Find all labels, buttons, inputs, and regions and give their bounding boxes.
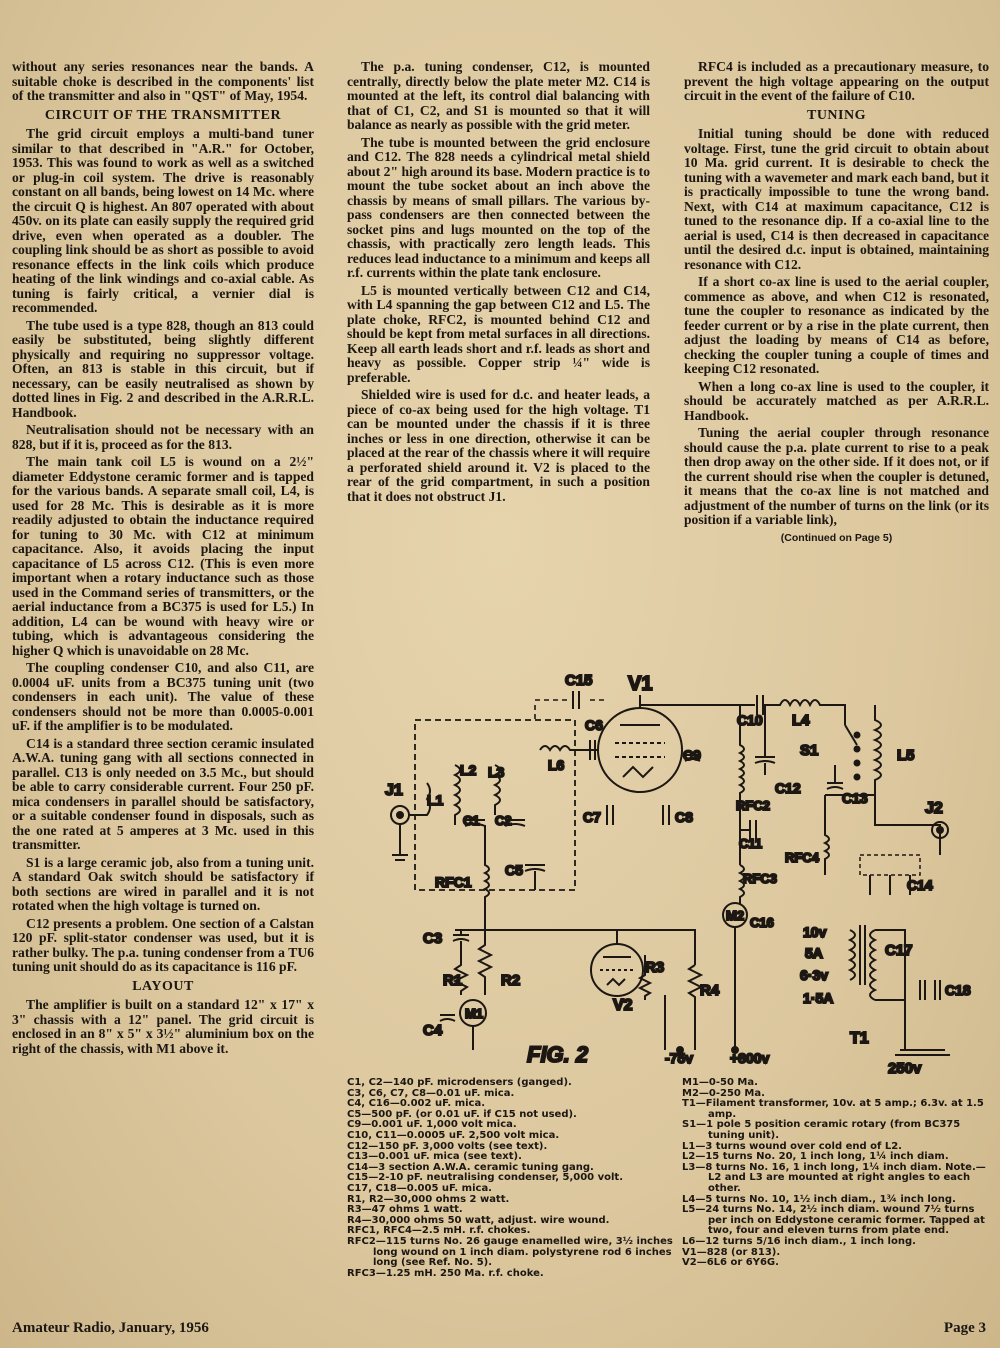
- label-6-3v: 6·3v: [800, 967, 829, 983]
- label-c15: C15: [565, 672, 593, 689]
- parts-list-item: L2—15 turns No. 20, 1 inch long, 1¼ inch diam.: [682, 1151, 949, 1163]
- label-r1: R1: [443, 972, 463, 989]
- paragraph: RFC4 is included as a precautionary measure, to prevent the high voltage appearing on the output circuit in the event of the failure of C10.: [684, 59, 989, 103]
- label-j2: J2: [925, 800, 943, 817]
- label-c11: C11: [739, 836, 763, 851]
- label-c13: C13: [842, 790, 868, 806]
- paragraph: The tube is mounted between the grid enclosure and C12. The 828 needs a cylindrical metal shield about 2" high around its base. Modern practice is to mount the tube socket about an inch above the chassis by means of small pillars. The various by-pass condensers are then connected between the socket pins and lugs mounted on the top of the chassis, with practically zero length leads. This reduces lead inductance to a minimum and keeps all r.f. currents within the plate tank enclosure.: [347, 134, 650, 280]
- paragraph: L5 is mounted vertically between C12 and C14, with L4 spanning the gap between C12 and L5. The plate choke, RFC2, is mounted behind C12 and should be kept from metal surfaces in all directions. Keep all earth leads short and r.f. leads as short and heavy as possible. Copper strip ¼" wide is preferable.: [347, 282, 650, 385]
- capacitor-c13: [827, 765, 843, 789]
- label-c16: C16: [750, 915, 774, 930]
- paragraph: The amplifier is built on a standard 12" x 17" x 3" chassis with a 12" panel. The grid circuit is enclosed in an 8" x 5" x 3½" aluminium box on the right of the chassis, with M1 above it.: [12, 997, 314, 1056]
- parts-list-item: RFC2—115 turns No. 26 gauge enamelled wire, 3½ inches long wound on 1 inch diam. polystyrene rod 6 inches long (see Ref. No. 5).: [347, 1235, 673, 1269]
- label-5a: 5A: [805, 945, 823, 961]
- label-rfc4: RFC4: [785, 850, 819, 865]
- parts-list-left: [347, 1078, 677, 1279]
- paragraph: C14 is a standard three section ceramic insulated A.W.A. tuning gang with all sections connected in parallel. C13 is only needed on 3.5 Mc., but should be able to carry considerable current. Four 250 pF. mica condensers in parallel should be satisfactory, or a suitable condenser found in disposals, such as the one rated at 5 amperes at 3 Mc. used in this transmitter.: [12, 735, 314, 852]
- tube-v1: [598, 695, 682, 792]
- label-m1: M1: [465, 1006, 484, 1021]
- label-r3: R3: [645, 959, 665, 976]
- label-c9: C9: [683, 747, 701, 763]
- parts-list-item: C4, C16—0.002 uF. mica.: [347, 1098, 486, 1110]
- label-l3: L3: [488, 764, 505, 780]
- label-c17: C17: [885, 942, 913, 959]
- capacitor-c3: [453, 930, 469, 955]
- choke-rfc1: [485, 825, 489, 915]
- parts-list-item: RFC3—1.25 mH. 250 Ma. r.f. choke.: [347, 1267, 544, 1279]
- parts-list-item: C3, C6, C7, C8—0.01 uF. mica.: [347, 1087, 515, 1099]
- parts-list-item: S1—1 pole 5 position ceramic rotary (from BC375 tuning unit).: [682, 1119, 961, 1141]
- label-j1: J1: [385, 782, 403, 799]
- text-column-1: [12, 60, 314, 1059]
- paragraph: Neutralisation should not be necessary with an 828, but if it is, proceed as for the 813.: [12, 422, 314, 452]
- label-plus-800v: +800v: [730, 1050, 770, 1066]
- parts-list-item: V1—828 (or 813).: [682, 1246, 781, 1258]
- paragraph: S1 is a large ceramic job, also from a tuning unit. A standard Oak switch should be satisfactory if both sections are wired in parallel and it is not rotated when the high voltage is turned on.: [12, 854, 314, 913]
- parts-list-item: R4—30,000 ohms 50 watt, adjust. wire wound.: [347, 1214, 610, 1226]
- parts-list-item: M1—0-50 Ma.: [682, 1077, 758, 1088]
- capacitor-c5: [525, 865, 545, 890]
- label-c10: C10: [737, 712, 763, 728]
- label-c7: C7: [583, 809, 601, 825]
- paragraph: The main tank coil L5 is wound on a 2½" diameter Eddystone ceramic former and is tapped for the various bands. A separate small coil, L4, is used for 28 Mc. This is desirable as it is more readily adjusted to obtain the inductance required for tuning to 30 Mc. with C12 at minimum capacitance. Also, it avoids placing the input capacitance of L5 across C12. (This is even more important when a rotary inductance such as those used in the Command series of transmitters, or the aerial inductance from a BC375 is used for L5.) In addition, L4 can be wound with heavy wire or tubing, which is advantageous considering the higher Q which is unavoidable on 28 Mc.: [12, 454, 314, 658]
- parts-list-item: C12—150 pF. 3,000 volts (see text).: [347, 1140, 548, 1152]
- parts-list-item: L3—8 turns No. 16, 1 inch long, 1¼ inch diam. Note.—L2 and L3 are mounted at right angles to each other.: [682, 1161, 986, 1194]
- label-c14: C14: [907, 877, 933, 893]
- label-rfc1: RFC1: [435, 874, 472, 890]
- figure-caption: FIG. 2: [527, 1042, 589, 1067]
- label-c6: C6: [585, 717, 603, 733]
- footer-page-number: Page 3: [943, 1320, 986, 1336]
- paragraph: C12 presents a problem. One section of a Calstan 120 pF. split-stator condenser was used, but it is rather bulky. The p.a. tuning condenser from a TU6 tuning unit should do as its capacitance is 116 pF.: [12, 915, 314, 974]
- parts-list-item: M2—0-250 Ma.: [682, 1087, 765, 1099]
- label-l1: L1: [427, 792, 444, 808]
- label-t1: T1: [850, 1030, 869, 1047]
- paragraph: The tube used is a type 828, though an 813 could easily be substituted, being slightly different physically and requiring no suppressor voltage. Often, an 813 is stable in this circuit, but if necessary, can be easily neutralised as shown by dotted lines in Fig. 2 and described in the A.R.R.L. Handbook.: [12, 317, 314, 420]
- capacitor-c17-c18: [920, 980, 940, 1000]
- label-l4: L4: [792, 712, 810, 729]
- paragraph: The coupling condenser C10, and also C11, are 0.0004 uF. units from a BC375 tuning unit (two condensers in each unit). The value of these condensers should not be more than 0.0005-0.001 uF. if the amplifier is to be modulated.: [12, 660, 314, 733]
- label-c5: C5: [505, 862, 523, 878]
- parts-list-right: [682, 1078, 994, 1269]
- resistor-r2: [479, 930, 491, 995]
- label-minus-75v: -75v: [665, 1050, 694, 1066]
- switch-s1: [845, 725, 860, 780]
- paragraph: without any series resonances near the bands. A suitable choke is described in the components' list of the transmitter and also in "QST" of May, 1954.: [12, 59, 314, 103]
- parts-list-item: C5—500 pF. (or 0.01 uF. if C15 not used).: [347, 1108, 577, 1120]
- label-c2: C2: [495, 813, 512, 828]
- parts-list-item: V2—6L6 or 6Y6G.: [682, 1257, 779, 1269]
- label-r2: R2: [501, 972, 521, 989]
- label-10v: 10v: [803, 924, 827, 940]
- label-rfc3: RFC3: [743, 871, 777, 886]
- parts-list-item: C13—0.001 uF. mica (see text).: [347, 1151, 522, 1163]
- capacitor-c15: [573, 691, 579, 709]
- label-c4: C4: [423, 1022, 443, 1039]
- parts-list-item: T1—Filament transformer, 10v. at 5 amp.; 6.3v. at 1.5 amp.: [682, 1098, 984, 1120]
- label-l2: L2: [460, 762, 477, 778]
- paragraph: If a short co-ax line is used to the aerial coupler, commence as above, and when C12 is resonated, tune the coupler to resonance as indicated by the feeder current or by a rise in the plate current, then adjust the loading by means of C14 as before, checking the coupler tuning a couple of times and keeping C12 resonated.: [684, 274, 989, 376]
- coil-l5: [825, 705, 881, 795]
- tube-v2: [591, 944, 643, 996]
- parts-list-item: C1, C2—140 pF. microdensers (ganged).: [347, 1077, 572, 1088]
- parts-list-item: C14—3 section A.W.A. ceramic tuning gang.: [347, 1161, 594, 1173]
- paragraph: The grid circuit employs a multi-band tuner similar to that described in "A.R." for October, 1953. This was found to work as well as a switched or plug-in coil system. The drive is reasonably constant on all bands, being lowest on 14 Mc. where the circuit Q is highest. An 807 operated with about 450v. on its plate can easily supply the required grid drive, even when operated as a doubler. The coupling link should be as short as possible to avoid resonance effects in the link coils which produce heating of the link windings and co-axial cable. As tuning is fairly critical, a vernier dial is recommended.: [12, 126, 314, 315]
- paragraph: When a long co-ax line is used to the coupler, it should be accurately matched as per A.R.R.L. Handbook.: [684, 378, 989, 423]
- circuit-schematic: [345, 665, 990, 1077]
- parts-list-item: L1—3 turns wound over cold end of L2.: [682, 1140, 902, 1152]
- label-250v: 250v: [888, 1060, 922, 1077]
- label-r4: R4: [700, 982, 720, 999]
- label-c12: C12: [775, 780, 801, 796]
- label-m2: M2: [726, 908, 745, 923]
- footer-publication: Amateur Radio, January, 1956: [12, 1320, 209, 1336]
- label-c8: C8: [675, 809, 693, 825]
- section-heading-tuning: TUNING: [806, 107, 866, 123]
- section-heading-circuit: CIRCUIT OF THE TRANSMITTER: [44, 107, 282, 123]
- paragraph: Tuning the aerial coupler through resonance should cause the p.a. plate current to rise to a peak then drop away on the other side. If it does not, or if the current should rise when the coupler is detuned, it means that the co-ax line is not matched and adjustment of the number of turns on the link (or its position if a variable link),: [684, 425, 989, 527]
- label-c3: C3: [423, 930, 443, 947]
- label-l5: L5: [897, 747, 915, 764]
- label-rfc2: RFC2: [736, 798, 770, 813]
- parts-list-item: C15—2-10 pF. neutralising condenser, 5,000 volt.: [347, 1172, 623, 1184]
- capacitor-c7: [607, 805, 613, 825]
- resistor-r4: [689, 965, 701, 1050]
- parts-list-item: RFC1, RFC4—2.5 mH. r.f. chokes.: [347, 1225, 531, 1237]
- label-v1: V1: [628, 673, 653, 695]
- label-1-5a: 1·5A: [803, 990, 834, 1006]
- continued-note: (Continued on Page 5): [780, 531, 893, 544]
- paragraph: Shielded wire is used for d.c. and heater leads, a piece of co-ax being used for the high voltage. T1 can be mounted under the chassis if it is three inches or less in one direction, otherwise it can be placed at the rear of the chassis where it will require a perforated shield around it. V2 is placed to the rear of the grid compartment, in such a position that it does not obstruct J1.: [347, 387, 650, 504]
- label-c18: C18: [945, 982, 971, 998]
- parts-list-item: R3—47 ohms 1 watt.: [347, 1204, 463, 1216]
- label-v2: V2: [613, 997, 633, 1014]
- parts-list-item: C17, C18—0.005 uF. mica.: [347, 1182, 492, 1194]
- text-column-3: [684, 60, 989, 545]
- text-column-2: [347, 60, 650, 507]
- choke-rfc4: [825, 795, 829, 875]
- parts-list-item: C10, C11—0.0005 uF. 2,500 volt mica.: [347, 1129, 560, 1141]
- label-s1: S1: [800, 742, 819, 759]
- paragraph: Initial tuning should be done with reduced voltage. First, tune the grid circuit to obtain about 10 Ma. grid current. It is desirable to check the tuning with a wavemeter and mark each band, but it is practically impossible to tune the wrong band. Next, with C14 at maximum capacitance, C12 is tuned to the resonance dip. If a co-axial line to the aerial is used, C14 is then decreased in capacitance until the desired d.c. input is obtained, maintaining resonance with C12.: [684, 126, 989, 272]
- parts-list-item: L6—12 turns 5/16 inch diam., 1 inch long.: [682, 1235, 916, 1247]
- capacitor-c4: [440, 1015, 455, 1021]
- section-heading-layout: LAYOUT: [132, 978, 194, 994]
- label-c1: C1: [463, 813, 480, 828]
- parts-list-item: L4—5 turns No. 10, 1½ inch diam., 1¾ inch long.: [682, 1193, 956, 1205]
- label-l6: L6: [548, 757, 565, 773]
- capacitor-c8: [663, 805, 669, 825]
- parts-list-item: R1, R2—30,000 ohms 2 watt.: [347, 1193, 510, 1205]
- paragraph: The p.a. tuning condenser, C12, is mounted centrally, directly below the plate meter M2. C14 is mounted at the left, its control dial balancing with that of C1, C2, and S1 is mounted so that it will balance as nearly as possible with the grid meter.: [347, 59, 650, 132]
- parts-list-item: C9—0.001 uF. 1,000 volt mica.: [347, 1119, 517, 1131]
- jack-j1: [391, 806, 409, 860]
- parts-list-item: L5—24 turns No. 14, 2½ inch diam. wound 7½ turns per inch on Eddystone ceramic former. Tapped at two, four and eleven turns from plate end.: [682, 1204, 985, 1237]
